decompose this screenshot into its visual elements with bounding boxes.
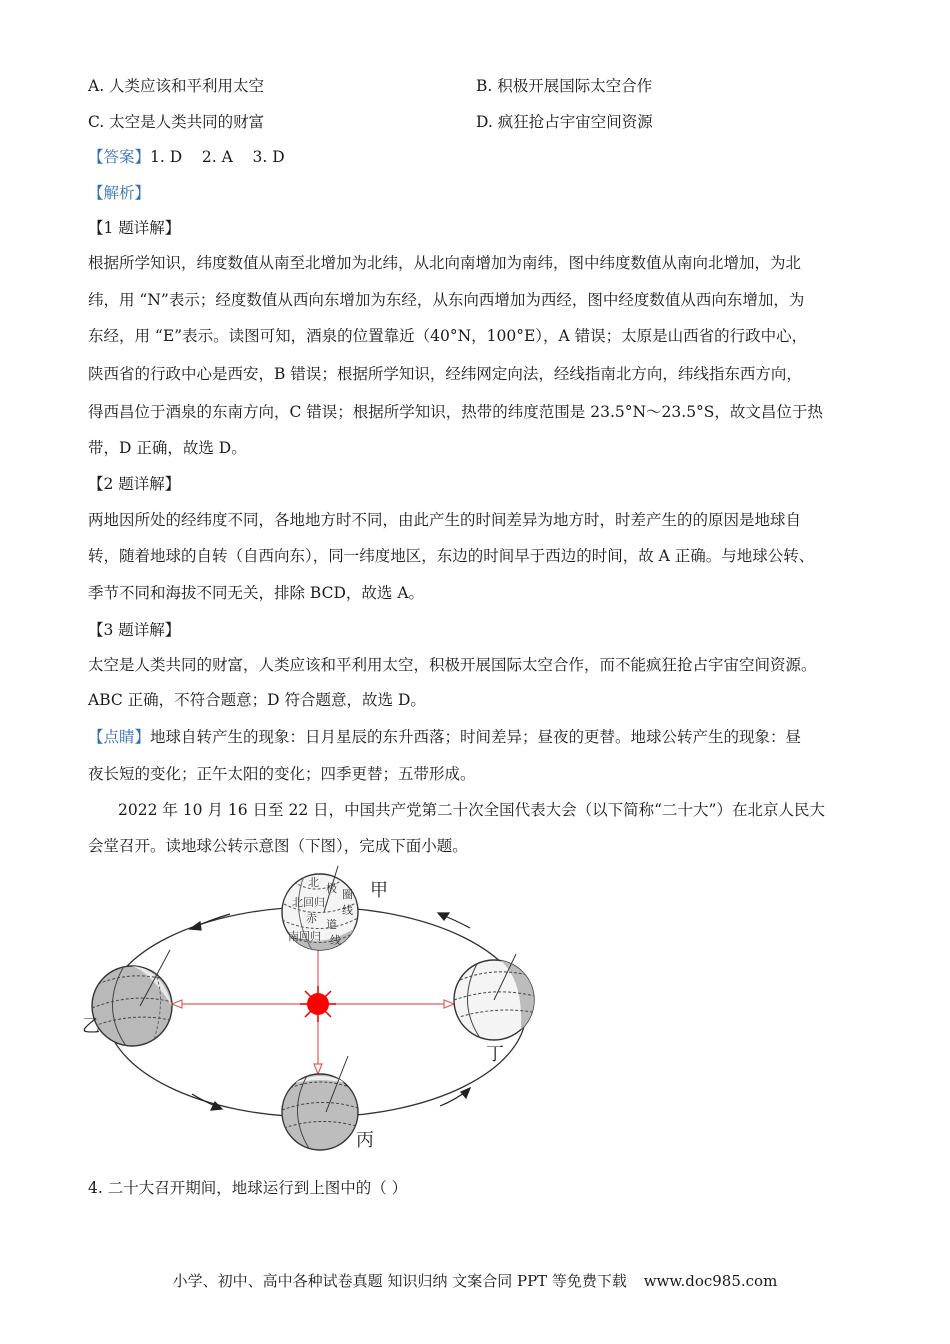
q2-line: 季节不同和海拔不同无关，排除 BCD，故选 A。 [88, 584, 425, 602]
option-a: A. 人类应该和平利用太空 [88, 77, 265, 95]
q3-heading: 【3 题详解】 [88, 621, 181, 639]
globe-label: 赤 [306, 912, 317, 925]
footer-text: 小学、初中、高中各种试卷真题 知识归纳 文案合同 PPT 等免费下载 [172, 1272, 627, 1290]
q1-line: 东经，用 “E”表示。读图可知，酒泉的位置靠近（40°N，100°E），A 错误；太原是山西省的行政中心， [88, 327, 808, 345]
answer-line [88, 147, 285, 167]
globe-label: 线 [342, 904, 353, 917]
q2-line: 转，随着地球的自转（自西向东），同一纬度地区，东边的时间早于西边的时间，故 A 正确。与地球公转、 [88, 547, 815, 565]
q2-line: 两地因所处的经纬度不同，各地地方时不同，由此产生的时间差异为地方时，时差产生的的原因是地球自 [88, 511, 802, 529]
label-yi: 乙 [82, 1016, 100, 1037]
label-ding: 丁 [486, 1044, 504, 1065]
analysis-tag: 【解析】 [88, 184, 151, 202]
q2-heading: 【2 题详解】 [88, 475, 181, 493]
footer-site-link[interactable]: www.doc985.com [643, 1272, 778, 1290]
globe-label: 圈 [342, 888, 353, 901]
intro-line: 2022 年 10 月 16 日至 22 日，中国共产党第二十次全国代表大会（以下简称“二十大”）在北京人民大 [118, 801, 825, 819]
tip-text: 地球自转产生的现象：日月星辰的东升西落；时间差异；昼夜的更替。地球公转产生的现象：昼 [150, 728, 802, 746]
q1-line: 纬，用 “N”表示；经度数值从西向东增加为东经，从东向西增加为西经，图中经度数值从西向东增加，为 [88, 291, 805, 309]
q1-line: 陕西省的行政中心是西安，B 错误；根据所学知识，经纬网定向法，经线指南北方向，纬线指东西方向， [88, 365, 802, 383]
option-c: C. 太空是人类共同的财富 [88, 113, 265, 131]
sun-icon [300, 986, 336, 1022]
globe-label: 极 [326, 882, 337, 895]
option-b: B. 积极开展国际太空合作 [476, 77, 653, 95]
q3-line: 太空是人类共同的财富，人类应该和平利用太空，积极开展国际太空合作，而不能疯狂抢占宇宙空间资源。 [88, 656, 817, 674]
q1-line: 带，D 正确，故选 D。 [88, 439, 247, 457]
label-jia: 甲 [370, 880, 388, 901]
globe-label: 北 [308, 876, 319, 889]
globe-label: 北回归 [292, 896, 325, 909]
question-4: 4. 二十大召开期间，地球运行到上图中的（ ） [88, 1179, 408, 1197]
globe-label: 道 [326, 918, 337, 931]
tip-line [88, 727, 801, 747]
earth-revolution-diagram [80, 862, 560, 1152]
globe-yi-icon [92, 950, 172, 1046]
q3-line: ABC 正确，不符合题意；D 符合题意，故选 D。 [88, 691, 426, 709]
answer-text: 1. D 2. A 3. D [150, 148, 285, 166]
q1-line: 得西昌位于酒泉的东南方向，C 错误；根据所学知识，热带的纬度范围是 23.5°N～23.5°S，故文昌位于热 [88, 403, 823, 421]
option-d: D. 疯狂抢占宇宙空间资源 [476, 113, 653, 131]
q1-heading: 【1 题详解】 [88, 219, 181, 237]
footer [0, 1270, 950, 1291]
globe-jia-icon [280, 866, 360, 952]
answer-tag: 【答案】 [88, 148, 151, 166]
globe-label: 线 [330, 934, 341, 947]
label-bing: 丙 [356, 1130, 374, 1151]
tip-line-2: 夜长短的变化；正午太阳的变化；四季更替；五带形成。 [88, 765, 476, 783]
intro-line-2: 会堂召开。读地球公转示意图（下图），完成下面小题。 [88, 837, 468, 855]
tip-tag: 【点睛】 [88, 728, 151, 746]
q1-line: 根据所学知识，纬度数值从南至北增加为北纬，从北向南增加为南纬，图中纬度数值从南向北增加，为北 [88, 254, 802, 272]
globe-ding-icon [454, 954, 540, 1040]
globe-label: 南回归 [288, 930, 321, 943]
